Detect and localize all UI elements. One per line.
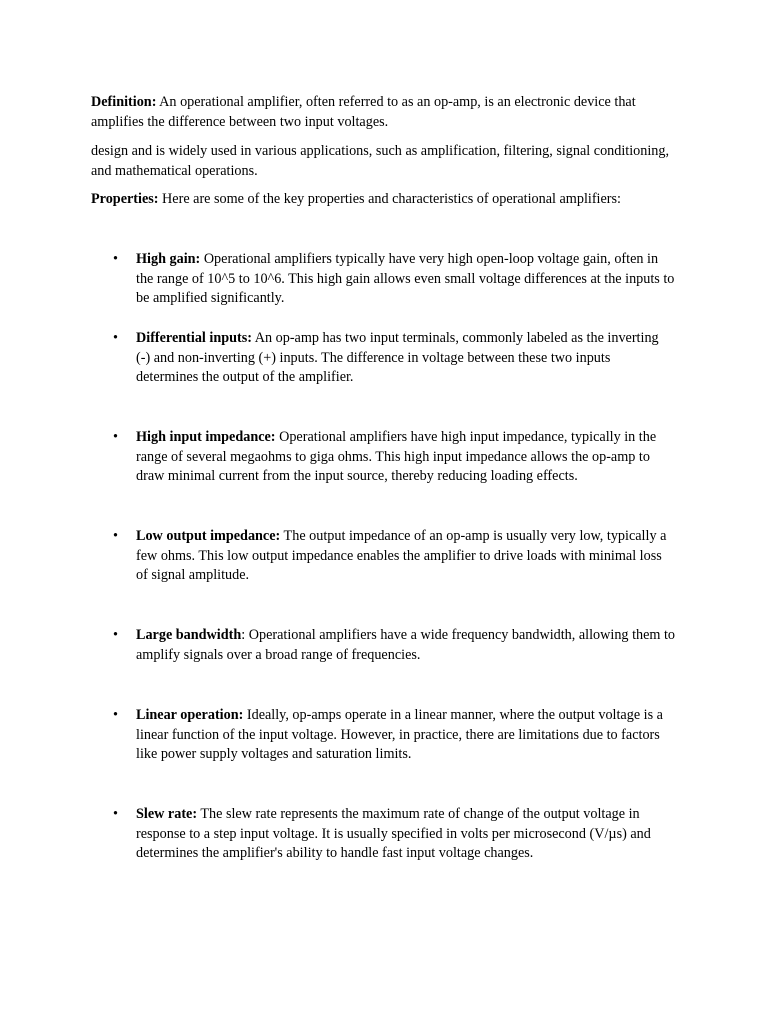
definition-text: An operational amplifier, often referred to as an op-amp, is an electronic device that amplifies the difference between two input voltages. — [91, 94, 636, 130]
item-text: Ideally, op-amps operate in a linear manner, where the output voltage is a linear function of the input voltage. However, in practice, there are limitations due to factors like power supply voltages and saturation limits. — [136, 707, 663, 762]
item-text: The output impedance of an op-amp is usually very low, typically a few ohms. This low output impedance enables the amplifier to drive loads with minimal loss of signal amplitude. — [136, 528, 667, 583]
list-item-differential-inputs — [113, 329, 676, 388]
item-term: Low output impedance: — [136, 528, 281, 544]
item-term: High input impedance: — [136, 429, 276, 445]
item-term: Slew rate: — [136, 806, 198, 822]
item-text: Operational amplifiers have high input impedance, typically in the range of several megaohms to giga ohms. This high input impedance allows the op-amp to draw minimal current from the input source, thereby reducing loading effects. — [136, 429, 657, 484]
item-term: Large bandwidth — [136, 627, 242, 643]
list-item-low-output-impedance — [113, 527, 676, 586]
list-item-large-bandwidth — [113, 626, 676, 665]
bullet-icon: • — [113, 251, 118, 267]
bullet-icon: • — [113, 627, 118, 643]
bullet-icon: • — [113, 429, 118, 445]
definition-label: Definition: — [91, 94, 157, 110]
list-item-slew-rate — [113, 805, 676, 864]
item-text: The slew rate represents the maximum rate of change of the output voltage in response to a step input voltage. It is usually specified in volts per microsecond (V/µs) and determines the amplifier's ability to handle fast input voltage changes. — [136, 806, 651, 861]
properties-label: Properties: — [91, 191, 159, 207]
item-term: Differential inputs: — [136, 330, 252, 346]
bullet-icon: • — [113, 806, 118, 822]
list-item-high-gain — [113, 250, 676, 309]
bullet-icon: • — [113, 707, 118, 723]
item-text: Operational amplifiers typically have very high open-loop voltage gain, often in the range of 10^5 to 10^6. This high gain allows even small voltage differences at the inputs to be amplified significantly. — [136, 251, 675, 306]
list-item-high-input-impedance — [113, 428, 676, 487]
item-text: : Operational amplifiers have a wide frequency bandwidth, allowing them to amplify signals over a broad range of frequencies. — [136, 627, 676, 663]
bullet-icon: • — [113, 330, 118, 346]
list-item-linear-operation — [113, 706, 676, 765]
design-paragraph: design and is widely used in various applications, such as amplification, filtering, signal conditioning, and mathematical operations. — [91, 143, 670, 179]
item-text: An op-amp has two input terminals, commonly labeled as the inverting (-) and non-inverting (+) inputs. The difference in voltage between these two inputs determines the output of the amplifier. — [136, 330, 659, 385]
item-term: High gain: — [136, 251, 201, 267]
properties-text: Here are some of the key properties and characteristics of operational amplifiers: — [158, 191, 621, 207]
item-term: Linear operation: — [136, 707, 244, 723]
bullet-icon: • — [113, 528, 118, 544]
